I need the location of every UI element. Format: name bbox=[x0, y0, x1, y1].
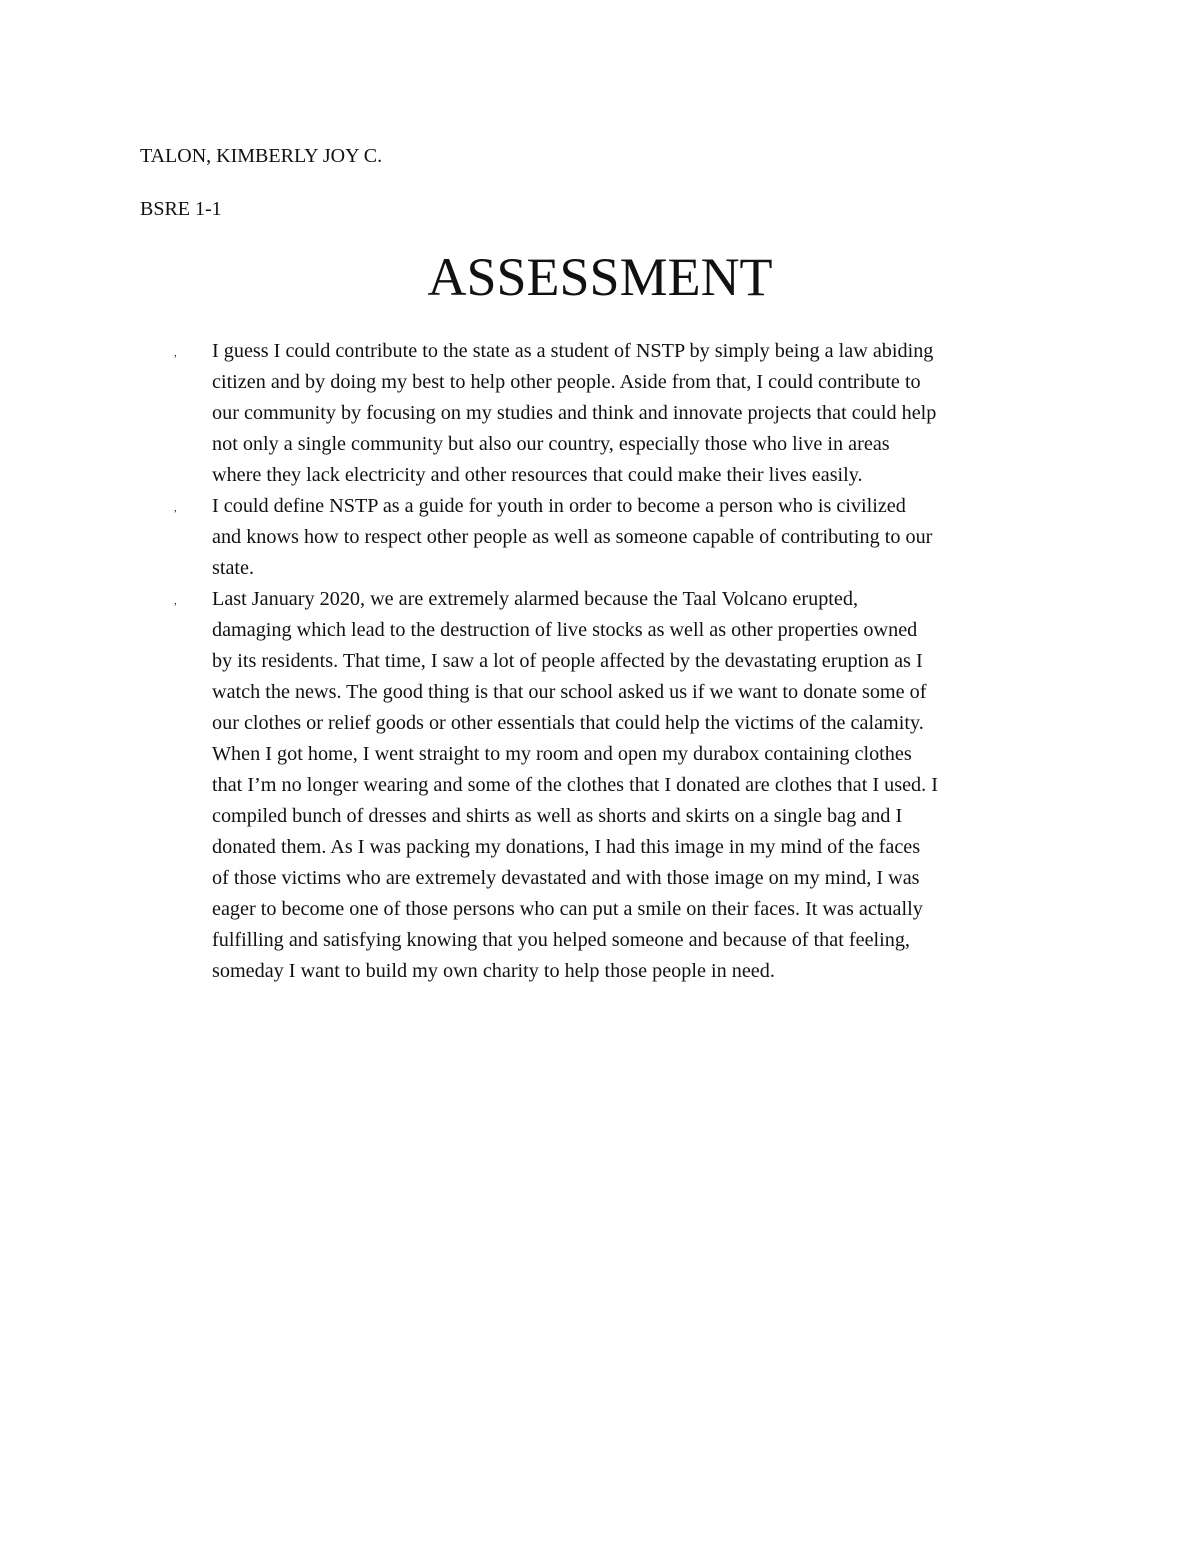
answer-line: donated them. As I was packing my donations, I had this image in my mind of the faces bbox=[212, 836, 921, 858]
answer-line: our clothes or relief goods or other essentials that could help the victims of the calamity. bbox=[212, 712, 924, 734]
answer-line: I guess I could contribute to the state as a student of NSTP by simply being a law abiding bbox=[212, 340, 934, 362]
answer-line: not only a single community but also our country, especially those who live in areas bbox=[212, 433, 890, 455]
answer-line: someday I want to build my own charity to help those people in need. bbox=[212, 960, 775, 982]
answer-item bbox=[174, 336, 1072, 491]
answer-line: state. bbox=[212, 557, 255, 579]
author-name: TALON, KIMBERLY JOY C. bbox=[140, 145, 383, 167]
answer-line: eager to become one of those persons who can put a smile on their faces. It was actually bbox=[212, 898, 923, 920]
answer-line: of those victims who are extremely devastated and with those image on my mind, I was bbox=[212, 867, 920, 889]
answer-line: I could define NSTP as a guide for youth in order to become a person who is civilized bbox=[212, 495, 906, 517]
answer-line: When I got home, I went straight to my room and open my durabox containing clothes bbox=[212, 743, 912, 765]
answer-line: watch the news. The good thing is that our school asked us if we want to donate some of bbox=[212, 681, 927, 703]
answer-line: Last January 2020, we are extremely alarmed because the Taal Volcano erupted, bbox=[212, 588, 859, 610]
list-bullet: , bbox=[174, 595, 177, 607]
answer-line: that I’m no longer wearing and some of the clothes that I donated are clothes that I used. I bbox=[212, 774, 938, 796]
answer-line: fulfilling and satisfying knowing that you helped someone and because of that feeling, bbox=[212, 929, 910, 951]
answer-line: compiled bunch of dresses and shirts as well as shorts and skirts on a single bag and I bbox=[212, 805, 903, 827]
answer-item bbox=[174, 584, 1072, 987]
answer-line: where they lack electricity and other resources that could make their lives easily. bbox=[212, 464, 863, 486]
answer-line: by its residents. That time, I saw a lot of people affected by the devastating eruption as I bbox=[212, 650, 923, 672]
answer-line: our community by focusing on my studies and think and innovate projects that could help bbox=[212, 402, 937, 424]
section-label: BSRE 1-1 bbox=[140, 198, 222, 220]
answer-line: damaging which lead to the destruction of live stocks as well as other properties owned bbox=[212, 619, 918, 641]
answer-line: and knows how to respect other people as well as someone capable of contributing to our bbox=[212, 526, 933, 548]
list-bullet: , bbox=[174, 502, 177, 514]
answer-item bbox=[174, 491, 1072, 584]
answers-list bbox=[174, 336, 1072, 987]
answer-line: citizen and by doing my best to help other people. Aside from that, I could contribute to bbox=[212, 371, 921, 393]
page-title: ASSESSMENT bbox=[427, 247, 773, 307]
list-bullet: , bbox=[174, 347, 177, 359]
